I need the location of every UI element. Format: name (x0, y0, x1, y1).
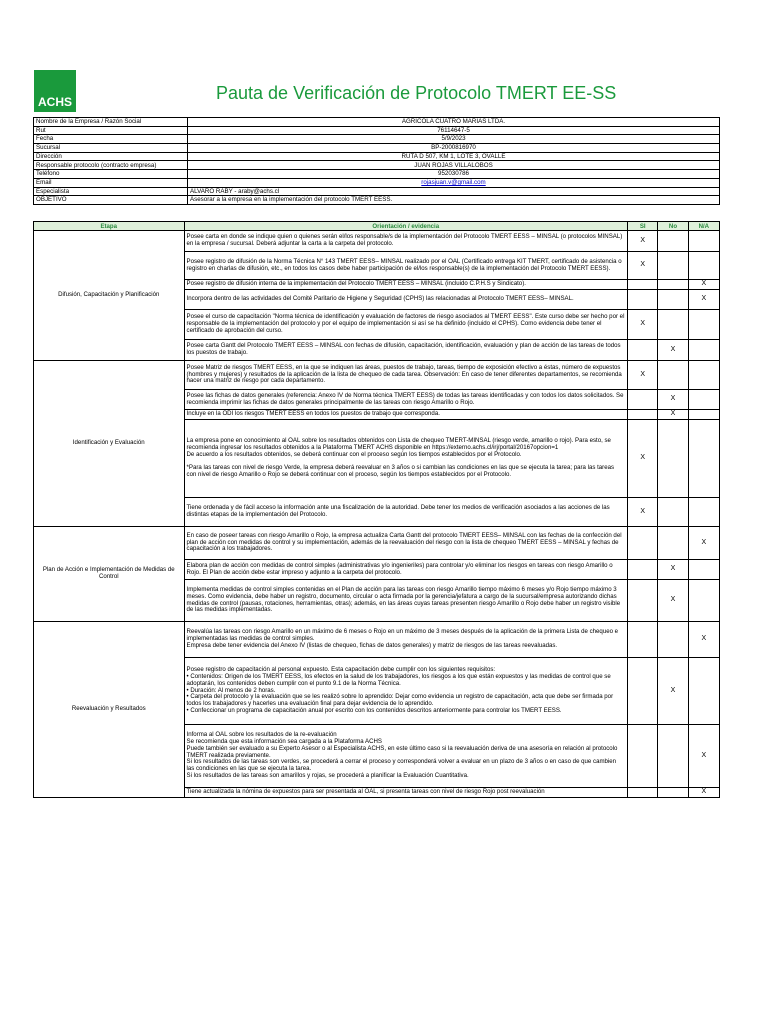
mark-no (658, 252, 688, 280)
criterion-text: Posee carta en donde se indique quien o quienes serán el/los responsable/s de la implementación del Protocolo TMERT EESS – MINSAL (o protocolos MINSAL) en la empresa / sucursal. Deberá adjuntar la carta a la carpeta del protocolo. (184, 231, 628, 252)
mark-si (628, 560, 658, 580)
mark-no (658, 231, 688, 252)
mark-no: X (658, 390, 688, 410)
info-row (34, 196, 720, 205)
criterion-text: La empresa pone en conocimiento al OAL sobre los resultados obtenidos con Lista de chequeo TMERT-MINSAL (riesgo verde, amarillo o rojo). Para esto, se recomienda ingresar los resultados obtenidos a la Plataforma TMERT ACHS disponible en https://externo.achs.cl/irj/portal/20167opcion=1 De acuerdo a los resultados obtenidos, se deberá continuar con el proceso según los tiempos establecidos por el Protocolo. *Para las tareas con nivel de riesgo Verde, la empresa deberá reevaluar en 3 años o si cambian las condiciones en las que se ejecuta la tarea; para las tareas con nivel de riesgo Amarillo o Rojo se deberá continuar con el proceso, según los tiempos establecidos por el Protocolo. (184, 420, 628, 498)
mark-no (658, 498, 688, 527)
company-info-table (33, 117, 720, 205)
mark-no (658, 527, 688, 560)
mark-si (628, 658, 658, 725)
info-row (34, 144, 720, 153)
table-row (34, 231, 720, 252)
info-value (188, 178, 720, 187)
info-label: Especialista (34, 187, 188, 196)
mark-na (688, 231, 719, 252)
mark-no (658, 622, 688, 658)
header-si: SI (628, 222, 658, 231)
info-value: 952030786 (188, 170, 720, 179)
mark-na (688, 420, 719, 498)
email-link[interactable]: rojasjuan.v@gmail.com (421, 178, 486, 186)
info-row (34, 126, 720, 135)
info-row (34, 135, 720, 144)
criterion-text: Incluye en la ODI los riesgos TMERT EESS en todos los puestos de trabajo que corresponda. (184, 410, 628, 420)
mark-si: X (628, 420, 658, 498)
criterion-text: Reevalúa las tareas con riesgo Amarillo en un máximo de 6 meses o Rojo en un máximo de 3 meses después de la aplicación de la primera Lista de chequeo e implementadas las medidas de control simples. Empresa debe tener evidencia del Anexo IV (listas de chequeo, fichas de datos generales) y matriz de riesgos de las tareas reevaluadas. (184, 622, 628, 658)
criterion-text: Implementa medidas de control simples contenidas en el Plan de acción para las tareas con riesgo Amarillo tiempo máximo 6 meses y/o Rojo tiempo máximo 3 meses. Como evidencia, debe haber un registro, documento, circular o acta firmada por la gerencia/jefatura a cargo de la sucursal/empresa autorizando dichas medidas de control (pausas, rotaciones, herramientas, otras); además, en las áreas cuyas tareas presenten riesgo Amarillo o Rojo debe haber un registro visible de las medidas implementadas. (184, 580, 628, 622)
achs-logo (34, 70, 76, 112)
info-label: Responsable protocolo (contracto empresa) (34, 161, 188, 170)
criterion-text: Posee registro de difusión de la Norma Técnica N° 143 TMERT EESS– MINSAL realizado por el OAL (Certificado entrega KIT TMERT, certificado de asistencia o registro en charlas de difusión, etc., en todos los casos debe haber participación de el/los responsable(s) de la implementación del Protocolo TMERT EESS). (184, 252, 628, 280)
info-label: OBJETIVO (34, 196, 188, 205)
mark-si (628, 527, 658, 560)
mark-no: X (658, 340, 688, 361)
mark-na (688, 498, 719, 527)
mark-si (628, 580, 658, 622)
mark-no (658, 788, 688, 798)
info-label: Fecha (34, 135, 188, 144)
mark-si: X (628, 498, 658, 527)
mark-no: X (658, 410, 688, 420)
mark-no (658, 725, 688, 788)
mark-si: X (628, 252, 658, 280)
header-etapa: Etapa (34, 222, 185, 231)
mark-no (658, 290, 688, 310)
info-value: AGRICOLA CUATRO MARIAS LTDA. (188, 118, 720, 127)
criterion-text: Informa al OAL sobre los resultados de la re-evaluación Se recomienda que esta información sea cargada a la Plataforma ACHS Puede también ser evaluado a su Experto Asesor o al Especialista ACHS, en este último caso si la reevaluación deriva de una asesoría en relación al protocolo TMERT realizada previamente. Si los resultados de las tareas son verdes, se procederá a cerrar el proceso y corresponderá volver a evaluar en un plazo de 3 años o en caso de que cambien las condiciones en las que se ejecuta la tarea. Si los resultados de las tareas son amarillos y rojas, se procederá a planificar la Evaluación Cuantitativa. (184, 725, 628, 788)
info-label: Sucursal (34, 144, 188, 153)
stage-label: Identificación y Evaluación (34, 361, 185, 527)
mark-no: X (658, 580, 688, 622)
mark-na: X (688, 725, 719, 788)
mark-si: X (628, 361, 658, 390)
table-row (34, 361, 720, 390)
info-label: Dirección (34, 152, 188, 161)
info-label: Rut (34, 126, 188, 135)
stage-label: Plan de Acción e Implementación de Medidas de Control (34, 527, 185, 622)
criterion-text: Posee las fichas de datos generales (referencia: Anexo IV de Norma técnica TMERT EESS) de todas las tareas identificadas y con todos los datos solicitados. Se recomienda imprimir las fichas de datos generales principalmente de las tareas con riesgo Amarillo o Rojo. (184, 390, 628, 410)
table-row (34, 527, 720, 560)
info-value: RUTA D 507, KM 1, LOTE 3, OVALLE (188, 152, 720, 161)
mark-si: X (628, 310, 658, 340)
verification-table (33, 221, 720, 798)
stage-label: Difusión, Capacitación y Planificación (34, 231, 185, 361)
criterion-text: En caso de poseer tareas con riesgo Amarillo o Rojo, la empresa actualiza Carta Gantt del protocolo TMERT EESS– MINSAL con las fechas de la confección del plan de acción con medidas de control y su implementación, además de la reevaluación del riesgo con la lista de chequeo TMERT EESS – MINSAL y fechas de capacitación a los trabajadores. (184, 527, 628, 560)
info-value: Asesorar a la empresa en la implementación del protocolo TMERT EESS. (188, 196, 720, 205)
info-label: Nombre de la Empresa / Razón Social (34, 118, 188, 127)
info-value: ALVARO RABY - araby@achs.cl (188, 187, 720, 196)
table-header-row (34, 222, 720, 231)
info-value: 76114647-5 (188, 126, 720, 135)
mark-na (688, 361, 719, 390)
mark-si (628, 280, 658, 290)
stage-label: Reevaluación y Resultados (34, 622, 185, 798)
mark-na: X (688, 788, 719, 798)
mark-si: X (628, 231, 658, 252)
criterion-text: Posee carta Gantt del Protocolo TMERT EESS – MINSAL con fechas de difusión, capacitación, identificación, evaluación y plan de acción de las tareas de todos los puestos de trabajo. (184, 340, 628, 361)
info-row (34, 118, 720, 127)
mark-na: X (688, 622, 719, 658)
criterion-text: Posee registro de capacitación al personal expuesto. Esta capacitación debe cumplir con los siguientes requisitos: • Contenidos: Origen de los TMERT EESS, los efectos en la salud de los trabajadores, los riesgos a los que están expuestos y las medidas de control que se adoptarán, los contenidos deben cumplir con el punto 9.1 de la Norma Técnica. • Duración: Al menos de 2 horas. • Carpeta del protocolo y la evaluación que se les realizó sobre lo aprendido: Dejar como evidencia un registro de capacitación, acta que debe ser firmada por todos los trabajadores y hacerles una evaluación final para dejar evidencia de lo aprendido. • Confeccionar un programa de capacitación anual por escrito con los contenidos descritos anteriormente para controlar los TMERT EESS. (184, 658, 628, 725)
mark-no: X (658, 560, 688, 580)
mark-na (688, 410, 719, 420)
mark-si (628, 390, 658, 410)
mark-no (658, 280, 688, 290)
info-value: 5/9/2023 (188, 135, 720, 144)
mark-no (658, 361, 688, 390)
info-value: JUAN ROJAS VILLALOBOS (188, 161, 720, 170)
criterion-text: Incorpora dentro de las actividades del Comité Paritario de Higiene y Seguridad (CPHS) las relacionadas al Protocolo TMERT EESS– MINSAL. (184, 290, 628, 310)
mark-si (628, 725, 658, 788)
criterion-text: Tiene actualizada la nómina de expuestos para ser presentada al OAL, si presenta tareas con nivel de riesgo Rojo post reevaluación (184, 788, 628, 798)
mark-na (688, 310, 719, 340)
criterion-text: Posee Matriz de riesgos TMERT EESS, en la que se indiquen las áreas, puestos de trabajo, tareas, tiempo de exposición efectivo a éstas, número de expuestos (hombres y mujeres) y resultados de la aplicación de la lista de chequeo de cada tarea. Observación: En caso de tener diferentes departamentos, se recomienda hacer una matriz de riesgo por cada departamento. (184, 361, 628, 390)
mark-si (628, 788, 658, 798)
info-row (34, 161, 720, 170)
mark-no (658, 420, 688, 498)
criterion-text: Posee el curso de capacitación "Norma técnica de identificación y evaluación de factores de riesgo asociados al TMERT EESS". Este curso debe ser hecho por el responsable de la implementación del protocolo y por el equipo de implementación si así se ha definido (incluido el CPHS). Como evidencia debe tener el certificado de aprobación del curso. (184, 310, 628, 340)
mark-na (688, 580, 719, 622)
header-na: N/A (688, 222, 719, 231)
mark-na (688, 340, 719, 361)
criterion-text: Tiene ordenada y de fácil acceso la información ante una fiscalización de la autoridad. Debe tener los medios de verificación asociados a las acciones de las distintas etapas de la implementación del Protocolo. (184, 498, 628, 527)
header-no: No (658, 222, 688, 231)
table-row (34, 622, 720, 658)
mark-na (688, 390, 719, 410)
mark-si (628, 290, 658, 310)
info-row (34, 170, 720, 179)
mark-na: X (688, 527, 719, 560)
mark-no: X (658, 658, 688, 725)
mark-si (628, 622, 658, 658)
logo-text: ACHS (38, 95, 73, 109)
document-title: Pauta de Verificación de Protocolo TMERT EE-SS (216, 83, 617, 103)
mark-na: X (688, 280, 719, 290)
mark-si (628, 410, 658, 420)
mark-no (658, 310, 688, 340)
header-orientacion: Orientación / evidencia (184, 222, 628, 231)
mark-na (688, 658, 719, 725)
mark-na (688, 252, 719, 280)
info-value: BP-2000816970 (188, 144, 720, 153)
info-row (34, 187, 720, 196)
criterion-text: Posee registro de difusión interna de la implementación del Protocolo TMERT EESS – MINSAL (incluido C.P.H.S y Sindicato). (184, 280, 628, 290)
info-row (34, 152, 720, 161)
mark-na (688, 560, 719, 580)
info-row (34, 178, 720, 187)
info-label: Email (34, 178, 188, 187)
mark-si (628, 340, 658, 361)
mark-na: X (688, 290, 719, 310)
criterion-text: Elabora plan de acción con medidas de control simples (administrativas y/o ingenieriles) para controlar y/o eliminar los riesgos en tareas con riesgo Amarillo o Rojo. El Plan de acción debe estar impreso y adjunto a la carpeta del protocolo. (184, 560, 628, 580)
info-label: Teléfono (34, 170, 188, 179)
